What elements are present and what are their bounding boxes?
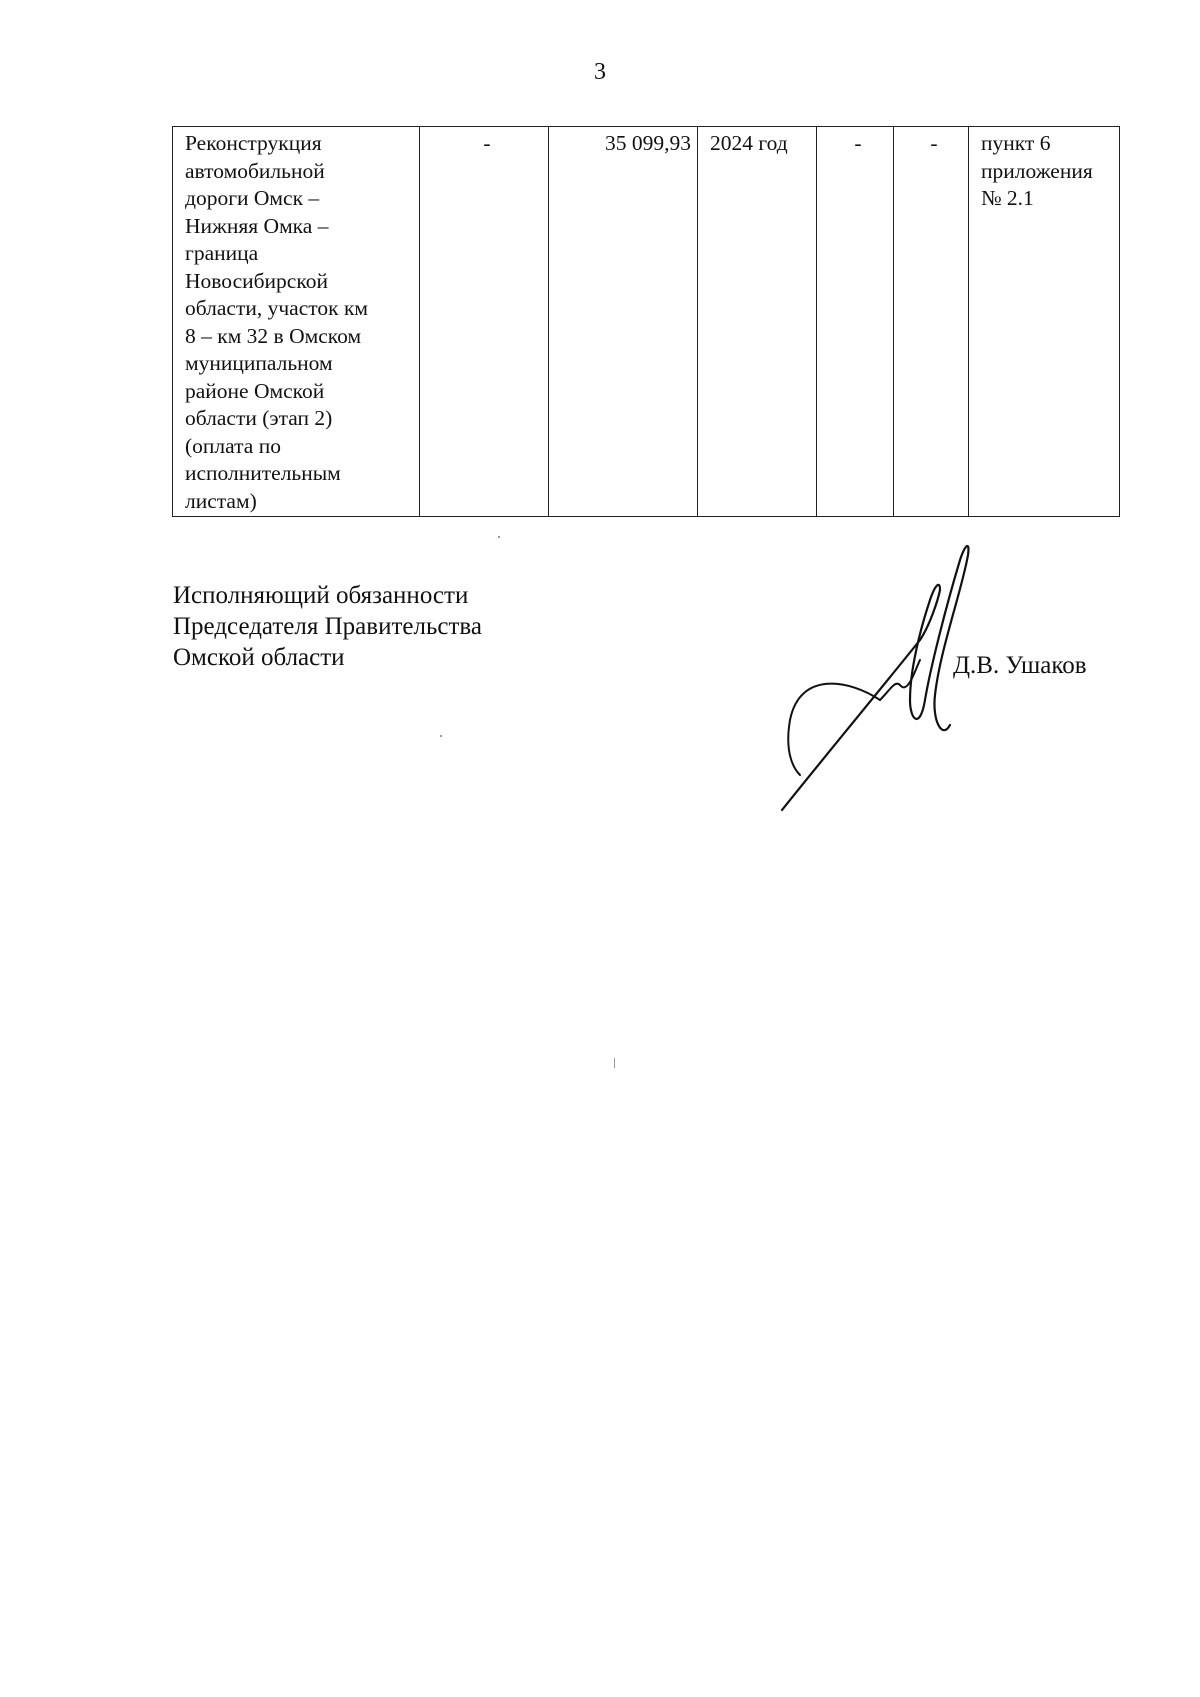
signer-name: Д.В. Ушаков <box>953 652 1087 679</box>
object-name: Реконструкция автомобильной дороги Омск – Нижняя Омка – граница Новосибирской области, участок км 8 – км 32 в Омском муниципальном районе Омской области (этап 2) (оплата по исполнительным листам) <box>185 131 369 513</box>
col6-cell: - <box>894 127 969 517</box>
scan-speck <box>498 536 500 538</box>
reference-cell <box>969 127 1120 517</box>
reference-text: пункт 6 приложения № 2.1 <box>981 131 1093 210</box>
year-cell: 2024 год <box>698 127 817 517</box>
table-row <box>173 127 1120 517</box>
signer-position: Исполняющий обязанности Председателя Правительства Омской области <box>173 582 482 671</box>
scan-speck <box>614 1058 615 1068</box>
amount-cell: 35 099,93 <box>549 127 698 517</box>
page-number: 3 <box>594 59 606 85</box>
col2-cell: - <box>420 127 549 517</box>
funding-table <box>172 126 1120 517</box>
col5-cell: - <box>817 127 894 517</box>
scan-speck <box>440 735 442 737</box>
object-name-cell <box>173 127 420 517</box>
